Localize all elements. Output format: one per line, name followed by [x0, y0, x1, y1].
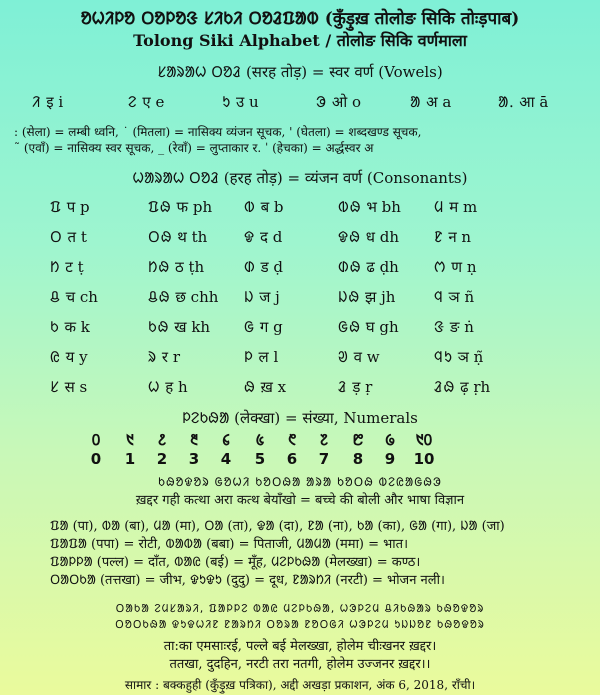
consonants-heading: ᱦᱟᱨᱟᱦ ᱛᱚᱲ (हरह तोड़) = व्यंजन वर्ण (Consonants): [132, 169, 468, 187]
consonant-devanagari: ब: [260, 198, 270, 216]
arabic-digit: 4: [220, 450, 232, 468]
consonant-glyph: ᱛᱷ: [148, 228, 173, 246]
arabic-digit: 9: [384, 450, 396, 468]
phrase-tolong: ᱠᱷᱚᱫᱚᱨ ᱜᱚᱦᱤ ᱠᱚᱛᱷᱟ ᱟᱨᱟ ᱠᱚᱛᱷ ᱵᱮᱭᱟᱜᱷᱳ: [158, 475, 442, 489]
arabic-digit: 1: [124, 450, 136, 468]
arabic-digit: 8: [352, 450, 364, 468]
consonant-cell: [338, 347, 380, 367]
consonant-glyph: ᱭ: [50, 348, 61, 366]
consonant-latin: y: [79, 348, 88, 366]
consonant-devanagari: ख़: [260, 378, 273, 396]
consonant-devanagari: प: [66, 198, 76, 216]
consonant-glyph: ᱴᱷ: [148, 258, 171, 276]
vocab-line-3: ᱯᱟᱞᱞᱟ (पल्ल) = दाँत, ᱵᱟᱭ (बई) = मूँह, ᱢᱮᱞᱠᱷᱟ (मेलख्खा) = कण्ठ।: [50, 555, 421, 570]
consonant-devanagari: क: [64, 318, 76, 336]
consonant-cell: [244, 377, 286, 397]
consonant-latin: m: [462, 198, 478, 216]
consonant-cell: [244, 287, 280, 307]
tolong-digit: ᱘: [352, 431, 364, 449]
consonant-glyph: ᱰ: [244, 258, 256, 276]
consonant-cell: [434, 317, 474, 337]
consonant-devanagari: त: [67, 228, 77, 246]
tolong-digit: ᱖: [288, 431, 296, 449]
consonant-latin: ṛh: [473, 378, 491, 396]
consonant-glyph: ᱫ: [244, 228, 256, 246]
arabic-digit: 2: [156, 450, 168, 468]
consonant-latin: gh: [379, 318, 399, 336]
page-title: ᱚᱦᱤᱞᱚ ᱛᱚᱞᱚᱝ ᱥᱤᱠᱤ ᱛᱚᱲᱯᱟᱵ (कुँड़ुख़ तोलोङ सिकि तोःड़पाब): [80, 9, 520, 29]
consonant-latin: ṭh: [188, 258, 205, 276]
vowel-note-2: ˜ (एवाँ) = नासिक्य स्वर सूचक, _ (रेवाँ) = लुप्ताकार र. ˈ (हेचका) = अर्द्धस्वर अ: [14, 141, 374, 155]
consonant-latin: n: [461, 228, 472, 246]
consonant-glyph: ᱪ: [50, 288, 61, 306]
tolong-digit: ᱑: [126, 431, 134, 449]
consonant-latin: g: [273, 318, 283, 336]
consonant-devanagari: ञ: [457, 348, 469, 366]
consonant-glyph: ᱢ: [434, 198, 445, 216]
consonant-devanagari: ख: [174, 318, 187, 336]
consonant-latin: h: [177, 378, 188, 396]
consonant-cell: [244, 347, 278, 367]
consonant-devanagari: ध: [365, 228, 375, 246]
arabic-digit: 5: [254, 450, 266, 468]
consonant-cell: [434, 197, 477, 217]
vowel-a: ᱟ अ a: [410, 93, 452, 111]
consonant-devanagari: ण: [451, 258, 463, 276]
arabic-digit: 10: [413, 450, 435, 468]
consonant-devanagari: स: [64, 378, 75, 396]
consonant-devanagari: घ: [365, 318, 375, 336]
arabic-digit: 7: [318, 450, 330, 468]
consonant-cell: [434, 287, 474, 307]
consonant-glyph: ᱠᱷ: [148, 318, 170, 336]
vowel-u: ᱩ उ u: [222, 93, 259, 111]
consonant-glyph: ᱦ: [148, 378, 161, 396]
consonant-glyph: ᱡ: [244, 288, 255, 306]
consonant-cell: [338, 317, 399, 337]
consonant-latin: ṭ: [77, 258, 84, 276]
vocab-line-2: ᱯᱟᱯᱟ (पपा) = रोटी, ᱵᱟᱵᱟ (बबा) = पिताजी, ᱢᱟᱢᱟ (ममा) = भात।: [50, 537, 409, 552]
tolong-digit: ᱔: [222, 431, 230, 449]
consonant-devanagari: र: [161, 348, 169, 366]
consonant-cell: [244, 227, 282, 247]
consonant-glyph: ᱷ: [244, 378, 256, 396]
arabic-digit: 3: [188, 450, 200, 468]
consonant-glyph: ᱛ: [50, 228, 63, 246]
consonant-latin: th: [191, 228, 208, 246]
consonant-glyph: ᱥ: [50, 378, 60, 396]
consonant-glyph: ᱯ: [50, 198, 62, 216]
consonant-glyph: ᱡᱷ: [338, 288, 361, 306]
consonant-latin: x: [277, 378, 287, 396]
consonant-latin: d: [272, 228, 283, 246]
consonant-glyph: ᱯᱷ: [148, 198, 172, 216]
consonant-cell: [50, 257, 84, 277]
vocab-line-4: ᱛᱟᱛᱠᱟ (तत्तखा) = जीभ, ᱫᱩᱫᱩ (दुदु) = दूध, ᱱᱟᱨᱴᱤ (नरटी) = भोजन नली।: [50, 573, 445, 588]
consonant-latin: jh: [381, 288, 396, 306]
consonant-devanagari: म: [449, 198, 459, 216]
consonant-latin: l: [273, 348, 279, 366]
consonant-cell: [148, 377, 188, 397]
sentence-devanagari-1: ता:का एमसाःरई, पल्ले बई मेलख्खा, होलेम चीःखनर ख़द्दर।: [163, 639, 437, 654]
tolong-digit: ᱑᱐: [415, 431, 433, 449]
consonant-glyph: ᱵ: [244, 198, 256, 216]
consonant-devanagari: ड़: [352, 378, 361, 396]
vowel-aa: ᱟᱹ आ ā: [498, 93, 549, 111]
consonant-cell: [434, 347, 483, 367]
consonant-devanagari: ढ: [366, 258, 375, 276]
consonant-cell: [148, 287, 218, 307]
vowels-heading: ᱥᱟᱨᱟᱦ ᱛᱚᱲ (सरह तोड़) = स्वर वर्ण (Vowels): [157, 63, 443, 81]
consonant-cell: [434, 227, 471, 247]
consonant-latin: ñ: [464, 288, 475, 306]
consonant-devanagari: व: [353, 348, 362, 366]
consonant-cell: [50, 287, 98, 307]
consonant-cell: [244, 197, 284, 217]
consonant-devanagari: फ: [176, 198, 189, 216]
tolong-digit: ᱙: [385, 431, 395, 449]
consonant-latin: w: [366, 348, 380, 366]
consonant-devanagari: ग: [259, 318, 269, 336]
consonant-glyph: ᱠ: [50, 318, 60, 336]
vowel-i: ᱤ इ i: [32, 93, 64, 111]
tolong-digit: ᱒: [158, 431, 166, 449]
consonant-cell: [148, 317, 210, 337]
sentence-tolong-1: ᱛᱟᱠᱟ ᱮᱢᱥᱟᱨᱤ, ᱯᱟᱞᱞᱮ ᱵᱟᱭ ᱢᱮᱞᱠᱷᱟ, ᱦᱳᱞᱮᱢ ᱪᱤᱠᱷᱟᱨ ᱠᱷᱚᱫᱚᱨ: [115, 602, 485, 615]
consonant-glyph: ᱫᱷ: [338, 228, 361, 246]
consonant-cell: [50, 227, 87, 247]
consonant-cell: [148, 197, 212, 217]
consonant-glyph: ᱪᱷ: [148, 288, 171, 306]
consonant-devanagari: ज: [259, 288, 271, 306]
consonant-glyph: ᱜ: [244, 318, 256, 336]
arabic-digit: 0: [90, 450, 102, 468]
vocab-line-1: ᱯᱟ (पा), ᱵᱟ (बा), ᱢᱟ (मा), ᱛᱟ (ता), ᱫᱟ (दा), ᱱᱟ (ना), ᱠᱟ (का), ᱜᱟ (गा), ᱡᱟ (जा): [50, 519, 505, 534]
consonant-glyph: ᱞ: [244, 348, 254, 366]
consonant-devanagari: ट: [65, 258, 73, 276]
consonant-latin: p: [80, 198, 90, 216]
consonant-glyph: ᱜᱷ: [338, 318, 361, 336]
consonant-cell: [338, 197, 401, 217]
consonant-glyph: ᱧ: [434, 288, 444, 306]
consonant-latin: ḍ: [273, 258, 283, 276]
consonant-devanagari: भ: [366, 198, 377, 216]
vowel-o: ᱳ ओ o: [316, 93, 361, 111]
numerals-heading: ᱞᱮᱠᱷᱟ (लेक्खा) = संख्या, Numerals: [182, 409, 418, 427]
consonant-glyph: ᱲ: [338, 378, 348, 396]
consonant-cell: [244, 317, 283, 337]
consonant-devanagari: थ: [177, 228, 187, 246]
consonant-glyph: ᱝ: [434, 318, 446, 336]
sentence-tolong-2: ᱛᱚᱛᱠᱷᱟ ᱫᱩᱫᱦᱤᱱ ᱱᱟᱨᱴᱤ ᱛᱚᱨᱟ ᱱᱚᱛᱜᱤ ᱦᱳᱞᱮᱢ ᱩᱡᱡᱚᱱ ᱠᱷᱚᱫᱚᱨ: [115, 618, 485, 631]
consonant-latin: s: [79, 378, 88, 396]
consonant-devanagari: झ: [365, 288, 377, 306]
consonant-glyph: ᱬ: [434, 258, 447, 276]
consonant-devanagari: न: [448, 228, 457, 246]
consonant-cell: [148, 227, 207, 247]
consonant-latin: ch: [79, 288, 98, 306]
consonant-glyph: ᱨ: [148, 348, 158, 366]
consonant-latin: ṅ: [464, 318, 474, 336]
consonant-devanagari: ञ: [448, 288, 460, 306]
consonant-devanagari: य: [65, 348, 75, 366]
consonant-latin: kh: [191, 318, 211, 336]
consonant-cell: [148, 347, 180, 367]
consonant-devanagari: ढ़: [460, 378, 469, 396]
consonant-latin: ṛ: [365, 378, 373, 396]
tolong-digit: ᱕: [255, 431, 265, 449]
consonant-latin: ph: [192, 198, 213, 216]
tolong-digit: ᱐: [91, 431, 101, 449]
source-citation: सामार : बक्कहुही (कुँड़ुख़ पत्रिका), अद्दी अखड़ा प्रकाशन, अंक 6, 2018, राँची।: [124, 678, 476, 692]
consonant-latin: ḍh: [379, 258, 399, 276]
consonant-latin: r: [172, 348, 181, 366]
consonant-devanagari: ठ: [175, 258, 184, 276]
consonant-latin: ṇ̃: [473, 348, 484, 366]
consonant-cell: [338, 257, 399, 277]
consonant-glyph: ᱰᱷ: [338, 258, 362, 276]
consonant-devanagari: ल: [258, 348, 269, 366]
consonant-latin: bh: [381, 198, 401, 216]
consonant-latin: chh: [190, 288, 219, 306]
consonant-glyph: ᱵᱷ: [338, 198, 362, 216]
consonant-cell: [338, 227, 399, 247]
consonant-glyph: ᱧᱩ: [434, 348, 453, 366]
consonant-cell: [338, 377, 372, 397]
consonant-glyph: ᱣ: [338, 348, 349, 366]
consonant-cell: [338, 287, 395, 307]
tolong-digit: ᱓: [190, 431, 198, 449]
page-subtitle: Tolong Siki Alphabet / तोलोङ सिकि वर्णमाला: [133, 31, 467, 50]
consonant-latin: t: [80, 228, 87, 246]
consonant-cell: [50, 347, 88, 367]
consonant-glyph: ᱴ: [50, 258, 61, 276]
vowel-note-1: : (सेला) = लम्बी ध्वनि, ˙ (मितला) = नासिक्य व्यंजन सूचक, ' (घेतला) = शब्दखण्ड सूचक,: [14, 125, 422, 139]
consonant-glyph: ᱱ: [434, 228, 444, 246]
vowel-e: ᱮ ए e: [128, 93, 165, 111]
sentence-devanagari-2: ततखा, दुदहिन, नरटी तरा नतगी, होलेम उज्जनर ख़द्दर।।: [169, 657, 431, 672]
consonant-latin: j: [275, 288, 280, 306]
consonant-cell: [148, 257, 204, 277]
consonant-cell: [244, 257, 283, 277]
consonant-latin: k: [80, 318, 90, 336]
consonant-devanagari: ङ: [449, 318, 460, 336]
consonant-devanagari: च: [65, 288, 76, 306]
consonant-cell: [50, 197, 90, 217]
consonant-latin: ṇ: [466, 258, 477, 276]
consonant-latin: b: [273, 198, 284, 216]
consonant-cell: [434, 377, 490, 397]
consonant-devanagari: छ: [175, 288, 186, 306]
consonant-cell: [50, 377, 87, 397]
tolong-digit: ᱗: [320, 431, 328, 449]
consonant-cell: [434, 257, 477, 277]
consonant-latin: dh: [379, 228, 400, 246]
consonant-cell: [50, 317, 90, 337]
phrase-devanagari: ख़द्दर गही कत्था अरा कत्थ बेयाँखो = बच्चे की बोली और भाषा विज्ञान: [135, 493, 465, 508]
consonant-glyph: ᱲᱷ: [434, 378, 456, 396]
arabic-digit: 6: [286, 450, 298, 468]
consonant-devanagari: द: [259, 228, 268, 246]
consonant-devanagari: ह: [165, 378, 174, 396]
consonant-devanagari: ड: [260, 258, 269, 276]
